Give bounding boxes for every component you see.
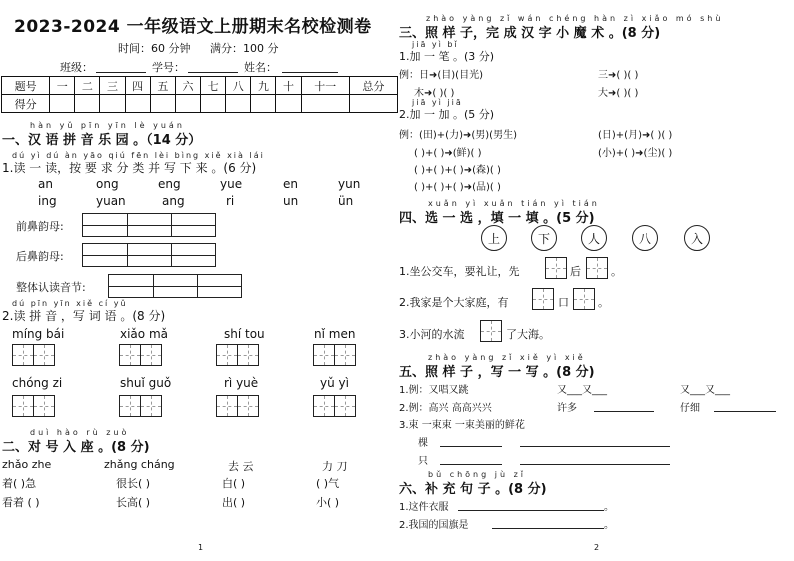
sec2-pinyin: duì hào rù zuò — [30, 428, 130, 437]
fill-item[interactable]: 三➜( )( ) — [598, 70, 639, 81]
score-header-row — [2, 77, 398, 95]
fill-label: 棵 — [418, 438, 428, 449]
class-label: 班级： — [60, 61, 93, 74]
sec5-title: 五、照 样 子 ，写 一 写 。(8 分) — [399, 365, 595, 380]
word-pinyin: shuǐ guǒ — [120, 376, 172, 390]
score-header-cell: 二 — [75, 77, 100, 95]
fill-item[interactable]: 又___又___ — [680, 385, 730, 396]
front-nasal-box[interactable] — [82, 213, 216, 237]
studentno-label: 学号： — [152, 61, 185, 74]
syllable: un — [283, 194, 299, 208]
score-header-cell: 题号 — [2, 77, 50, 95]
sentence: 1.坐公交车，要礼让，先 — [399, 265, 520, 278]
writing-grid[interactable] — [532, 288, 553, 310]
studentno-field[interactable] — [188, 72, 238, 73]
answer-line[interactable] — [594, 411, 654, 412]
syllable: en — [283, 177, 298, 191]
word-pinyin: míng bái — [12, 327, 65, 341]
answer-line[interactable] — [458, 510, 604, 511]
word-pinyin: rì yuè — [224, 376, 259, 390]
class-field[interactable] — [96, 72, 146, 73]
score-cell[interactable] — [349, 95, 397, 113]
fill-label: 许多 — [557, 403, 577, 414]
score-cell[interactable] — [226, 95, 251, 113]
score-header-cell: 三 — [100, 77, 125, 95]
syllable: ing — [38, 194, 57, 208]
sec3-title: 三、照 样 子，完 成 汉 字 小 魔 术 。(8 分) — [399, 26, 661, 41]
fill-item[interactable]: ( )+( )➜(鲜)( ) — [414, 148, 482, 159]
score-table — [1, 76, 398, 113]
fill-item[interactable]: 着( )急 — [2, 477, 37, 490]
fill-item[interactable]: 小( ) — [316, 496, 340, 509]
example: 例：日➜(目)(目光) — [399, 70, 483, 81]
fill-label: 只 — [418, 456, 428, 467]
syllable: ün — [338, 194, 354, 208]
score-header-cell: 八 — [226, 77, 251, 95]
sentence: 2.我国的国旗是 — [399, 520, 469, 531]
sec3-q2-pinyin: jiā yì jiā — [412, 98, 463, 107]
char-option: 上 — [481, 225, 507, 251]
sec6-pinyin: bǔ chōng jù zǐ — [428, 470, 527, 479]
sentence-part: 了大海。 — [506, 328, 550, 341]
sec1-pinyin: hàn yǔ pīn yīn lè yuán — [30, 121, 185, 130]
fill-item[interactable]: (小)+( )➜(尘)( ) — [598, 148, 673, 159]
score-row — [2, 95, 398, 113]
char-option: 下 — [531, 225, 557, 251]
sec1-title: 一、汉 语 拼 音 乐 园 。（14 分） — [2, 133, 202, 148]
answer-line[interactable] — [520, 446, 670, 447]
group-head: 力 刀 — [322, 460, 348, 473]
word-pinyin: yǔ yì — [320, 376, 349, 390]
punct: 。 — [604, 502, 614, 513]
answer-line[interactable] — [440, 464, 502, 465]
fill-item[interactable]: 看着 ( ) — [2, 496, 40, 509]
score-header-cell: 一 — [50, 77, 75, 95]
sec3-pinyin: zhào yàng zǐ wán chéng hàn zì xiǎo mó shù — [426, 14, 724, 23]
writing-grid[interactable] — [480, 320, 501, 342]
sec2-title: 二、对 号 入 座 。(8 分) — [2, 440, 150, 455]
word-pinyin: xiǎo mǎ — [120, 327, 168, 341]
writing-grid[interactable] — [12, 395, 54, 417]
page-number: 1 — [198, 543, 204, 552]
score-cell[interactable] — [125, 95, 150, 113]
word-pinyin: shí tou — [224, 327, 265, 341]
score-row-label: 得分 — [2, 95, 50, 113]
score-header-cell: 七 — [201, 77, 226, 95]
fill-item[interactable]: ( )+( )+( )➜(森)( ) — [414, 165, 501, 176]
writing-grid[interactable] — [573, 288, 594, 310]
front-nasal-label: 前鼻韵母: — [16, 220, 64, 233]
group-head: zhǎo zhe — [2, 458, 52, 471]
fill-item[interactable]: 很长( ) — [116, 477, 151, 490]
sec3-q2: 2.加 一 加 。(5 分) — [399, 108, 495, 121]
sec4-pinyin: xuǎn yì xuǎn tián yì tián — [428, 199, 600, 208]
sec3-q1-pinyin: jiā yì bǐ — [412, 40, 459, 49]
whole-syllable-label: 整体认读音节: — [16, 281, 86, 294]
score-cell[interactable] — [276, 95, 301, 113]
score-cell[interactable] — [150, 95, 175, 113]
writing-grid[interactable] — [12, 344, 54, 366]
group-head: 去 云 — [228, 460, 254, 473]
score-cell[interactable] — [100, 95, 125, 113]
sec6-title: 六、补 充 句 子 。(8 分) — [399, 482, 547, 497]
sec5-pinyin: zhào yàng zǐ xiě yì xiě — [428, 353, 586, 362]
writing-grid[interactable] — [586, 257, 607, 279]
score-header-cell: 九 — [251, 77, 276, 95]
fill-item[interactable]: 白( ) — [222, 477, 246, 490]
writing-grid[interactable] — [313, 344, 355, 366]
example: 2.例：高兴 高高兴兴 — [399, 403, 492, 414]
syllable: an — [38, 177, 53, 191]
back-nasal-box[interactable] — [82, 243, 216, 267]
sentence-part: 口 — [558, 296, 569, 309]
punct: 。 — [598, 296, 609, 309]
answer-line[interactable] — [520, 464, 670, 465]
page-number: 2 — [594, 543, 600, 552]
fill-item[interactable]: 长高( ) — [116, 496, 151, 509]
syllable: yuan — [96, 194, 126, 208]
fill-item[interactable]: (日)+(月)➜( )( ) — [598, 130, 673, 141]
score-header-cell: 五 — [150, 77, 175, 95]
score-header-cell: 四 — [125, 77, 150, 95]
sentence: 3.小河的水流 — [399, 328, 465, 341]
fill-label: 仔细 — [680, 403, 700, 414]
word-pinyin: chóng zi — [12, 376, 63, 390]
fill-item[interactable]: 出( ) — [222, 496, 246, 509]
score-header-cell: 十一 — [301, 77, 349, 95]
score-cell[interactable] — [175, 95, 200, 113]
whole-syllable-box[interactable] — [108, 274, 242, 298]
score-label: 满分：100 分 — [210, 42, 279, 55]
time-label: 时间：60 分钟 — [118, 42, 191, 55]
fill-item[interactable]: ( )+( )+( )➜(品)( ) — [414, 182, 501, 193]
q1-pinyin: dú yì dú àn yāo qiú fēn lèi bìng xiě xià lái — [12, 151, 265, 160]
answer-line[interactable] — [714, 411, 776, 412]
fill-item[interactable]: 木➜( )( ) — [414, 88, 455, 99]
score-cell[interactable] — [50, 95, 75, 113]
score-header-cell: 六 — [175, 77, 200, 95]
writing-grid[interactable] — [216, 344, 258, 366]
q2-text: 2.读 拼 音 ，写 词 语 。(8 分) — [2, 309, 166, 323]
score-header-cell: 总分 — [349, 77, 397, 95]
fill-item[interactable]: ( )气 — [316, 477, 340, 490]
name-field[interactable] — [282, 72, 338, 73]
char-option: 人 — [581, 225, 607, 251]
char-option: 八 — [632, 225, 658, 251]
sec3-q1: 1.加 一 笔 。(3 分) — [399, 50, 495, 63]
writing-grid[interactable] — [216, 395, 258, 417]
answer-line[interactable] — [440, 446, 502, 447]
syllable: yue — [220, 177, 243, 191]
score-cell[interactable] — [201, 95, 226, 113]
sec4-title: 四、选 一 选 ，填 一 填 。(5 分) — [399, 211, 595, 226]
example: 1.例：又唱又跳 — [399, 385, 469, 396]
sentence-part: 后 — [570, 265, 581, 278]
syllable: eng — [158, 177, 181, 191]
punct: 。 — [611, 265, 622, 278]
fill-item[interactable]: 大➜( )( ) — [598, 88, 639, 99]
score-header-cell: 十 — [276, 77, 301, 95]
example: 3.束 一束束 一束美丽的鲜花 — [399, 420, 525, 431]
back-nasal-label: 后鼻韵母: — [16, 250, 64, 263]
word-pinyin: nǐ men — [314, 327, 356, 341]
example: 例：(田)+(力)➜(男)(男生) — [399, 130, 517, 141]
page-title: 2023-2024 一年级语文上册期末名校检测卷 — [14, 17, 372, 37]
writing-grid[interactable] — [545, 257, 566, 279]
score-cell[interactable] — [251, 95, 276, 113]
fill-item[interactable]: 又___又___ — [557, 385, 607, 396]
q1-text: 1.读 一 读，按 要 求 分 类 并 写 下 来 。(6 分) — [2, 161, 257, 175]
punct: 。 — [604, 520, 614, 531]
syllable: ang — [162, 194, 185, 208]
writing-grid[interactable] — [119, 344, 161, 366]
writing-grid[interactable] — [119, 395, 161, 417]
sentence: 1.这件衣服 — [399, 502, 449, 513]
char-option: 入 — [684, 225, 710, 251]
sentence: 2.我家是个大家庭，有 — [399, 296, 509, 309]
score-cell[interactable] — [75, 95, 100, 113]
syllable: ong — [96, 177, 119, 191]
syllable: yun — [338, 177, 361, 191]
answer-line[interactable] — [492, 528, 604, 529]
q2-pinyin: dú pīn yīn xiě cí yǔ — [12, 299, 128, 308]
group-head: zhǎng cháng — [104, 458, 175, 471]
score-cell[interactable] — [301, 95, 349, 113]
syllable: ri — [226, 194, 235, 208]
writing-grid[interactable] — [313, 395, 355, 417]
name-label: 姓名： — [244, 61, 277, 74]
